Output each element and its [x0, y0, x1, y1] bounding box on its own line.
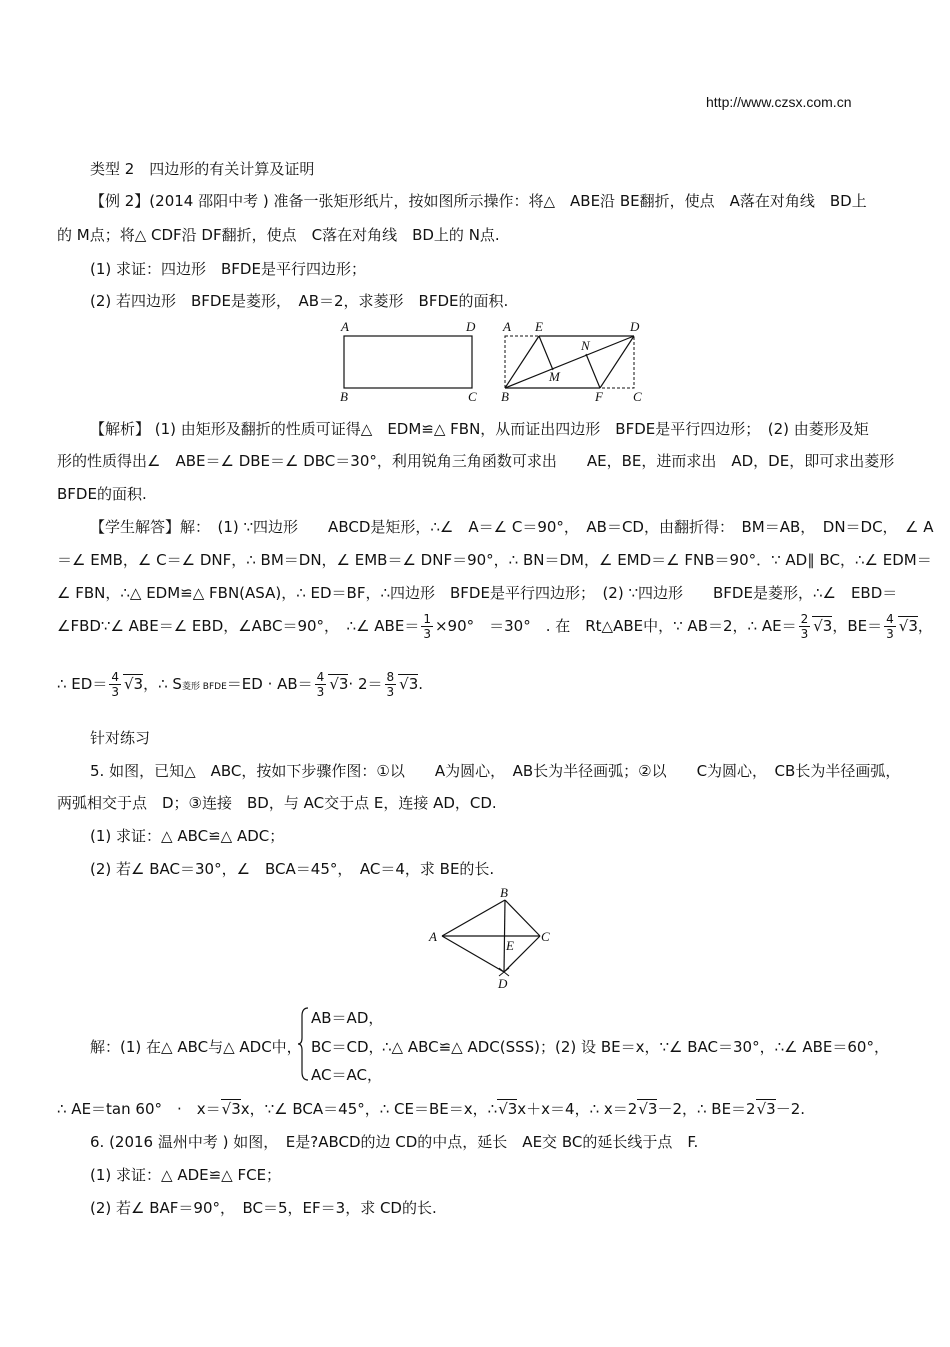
p5-solution-suffix: ∴△ ABC≌△ ADC(SSS)；(2) 设 BE＝x，∵∠ BAC＝30°，∴∠ ABE＝60°，	[382, 1038, 889, 1056]
fig1-label-d: D	[466, 319, 476, 334]
brace-line-2: BC＝CD，	[311, 1038, 384, 1056]
solution-line-5-b: ，∴ S	[143, 675, 182, 693]
sqrt-3: √ 3	[812, 616, 832, 635]
header-url: http://www.czsx.com.cn	[706, 94, 852, 110]
sqrt-3: √ 3	[497, 1099, 517, 1118]
solution-line-5-e: .	[418, 675, 424, 693]
p5-solution-line-2	[57, 1098, 805, 1119]
fig1b-label-f: F	[595, 389, 603, 404]
fig1b-label-m: M	[549, 369, 560, 384]
fig1b-label-n: N	[581, 338, 590, 353]
p5-line-1: 5. 如图，已知△ ABC，按如下步骤作图：①以 A为圆心， AB长为半径画弧；②以 C为圆心， CB长为半径画弧，	[90, 762, 901, 780]
fig1b-label-c: C	[633, 389, 642, 404]
p5-line2-c: x＋x＝4，∴ x＝2	[517, 1100, 638, 1118]
sqrt-3: √ 3	[398, 674, 418, 693]
rectangle-abcd	[344, 336, 472, 388]
fig1b-label-e: E	[535, 319, 543, 334]
fig1-label-c: C	[468, 389, 477, 404]
sqrt-3: √ 3	[221, 1099, 241, 1118]
fig1-label-b: B	[340, 389, 348, 404]
solution-line-5-a: ∴ ED＝	[57, 675, 108, 693]
fraction-two-thirds: $\frac{2}{3}$	[800, 612, 809, 641]
brace-line-3: AC＝AC，	[311, 1066, 382, 1084]
solution-line-4: ∠FBD∵∠ ABE＝∠ EBD，∠ABC＝90°， ∴∠ ABE＝ $\frac{1}{3}$ ×90° ＝30° . 在 Rt△ABE中，∵ AB＝2，∴ AE＝ $\frac{2}{3}$ √ 3，BE＝ $\frac{4}{3}$ √ 3，	[57, 612, 933, 641]
p5-line2-e: －2.	[775, 1100, 806, 1118]
solution-line-5	[57, 670, 423, 699]
solution-line-4-a: ∠FBD∵∠ ABE＝∠ EBD，∠ABC＝90°， ∴∠ ABE＝	[57, 617, 420, 635]
sqrt-3: √ 3	[898, 616, 918, 635]
fig2-label-a: A	[429, 929, 437, 944]
solution-line-2: ＝∠ EMB，∠ C＝∠ DNF，∴ BM＝DN，∠ EMB＝∠ DNF＝90°，∴ BN＝DM，∠ EMD＝∠ FNB＝90°．∵ AD∥ BC，∴∠ EDM＝	[57, 551, 932, 569]
p5-question-1: (1) 求证：△ ABC≌△ ADC；	[90, 827, 285, 845]
example-question-2: (2) 若四边形 BFDE是菱形， AB＝2，求菱形 BFDE的面积.	[90, 292, 509, 310]
p5-line2-d: －2，∴ BE＝2	[657, 1100, 756, 1118]
rectangle-fold-figure	[335, 318, 655, 404]
solution-line-1: 【学生解答】解： (1) ∵四边形 ABCD是矩形，∴∠ A＝∠ C＝90°， AB＝CD，由翻折得： BM＝AB， DN＝DC， ∠ A	[90, 518, 934, 536]
section-title: 类型 2 四边形的有关计算及证明	[90, 160, 315, 178]
solution-line-5-c: ＝ED · AB＝	[226, 675, 313, 693]
folded-rectangle-figure	[505, 336, 634, 388]
fig1b-label-d: D	[630, 319, 640, 334]
example-line-2: 的 M点；将△ CDF沿 DF翻折，使点 C落在对角线 BD上的 N点.	[57, 226, 500, 244]
analysis-line-3: BFDE的面积.	[57, 485, 147, 503]
fig1b-label-b: B	[501, 389, 509, 404]
solution-line-4-b: ×90° ＝30° . 在 Rt△ABE中，∵ AB＝2，∴ AE＝	[434, 617, 797, 635]
fraction-four-thirds: $\frac{4}{3}$	[316, 670, 325, 699]
fig2-label-e: E	[506, 938, 514, 953]
p5-line2-b: x，∵∠ BCA＝45°，∴ CE＝BE＝x，∴	[240, 1100, 498, 1118]
p6-question-2: (2) 若∠ BAF＝90°， BC＝5，EF＝3，求 CD的长.	[90, 1199, 437, 1217]
fraction-one-third: $\frac{1}{3}$	[423, 612, 431, 641]
fraction-eight-thirds: $\frac{8}{3}$	[386, 670, 395, 699]
sqrt-3: √ 3	[123, 674, 143, 693]
area-subscript: 菱形 BFDE	[181, 682, 227, 692]
analysis-line-1: 【解析】 (1) 由矩形及翻折的性质可证得△ EDM≌△ FBN，从而证出四边形 BFDE是平行四边形； (2) 由菱形及矩	[90, 420, 869, 438]
fig2-label-c: C	[541, 929, 550, 944]
example-line-1: 【例 2】(2014 邵阳中考 ) 准备一张矩形纸片，按如图所示操作：将△ ABE沿 BE翻折，使点 A落在对角线 BD上	[90, 192, 867, 210]
fig1-label-a: A	[341, 319, 349, 334]
brace-line-1: AB＝AD，	[311, 1009, 384, 1027]
p5-question-2: (2) 若∠ BAC＝30°，∠ BCA＝45°， AC＝4，求 BE的长.	[90, 860, 495, 878]
sqrt-3: √ 3	[756, 1099, 776, 1118]
fig2-label-d: D	[498, 976, 508, 991]
fraction-four-thirds: $\frac{4}{3}$	[111, 670, 119, 699]
p5-line-2: 两弧相交于点 D；③连接 BD，与 AC交于点 E，连接 AD，CD.	[57, 794, 497, 812]
fig1b-label-a: A	[503, 319, 511, 334]
p6-line-1: 6. (2016 温州中考 ) 如图， E是?ABCD的边 CD的中点，延长 AE交 BC的延长线于点 F.	[90, 1133, 699, 1151]
solution-line-4-c: ，BE＝	[832, 617, 883, 635]
sqrt-3: √ 3	[328, 674, 348, 693]
p5-line2-a: ∴ AE＝tan 60° · x＝	[57, 1100, 221, 1118]
solution-line-5-d: · 2＝	[348, 675, 383, 693]
example-question-1: (1) 求证：四边形 BFDE是平行四边形；	[90, 260, 366, 278]
fraction-four-thirds: $\frac{4}{3}$	[886, 612, 894, 641]
analysis-line-2: 形的性质得出∠ ABE＝∠ DBE＝∠ DBC＝30°，利用锐角三角函数可求出 AE，BE，进而求出 AD，DE，即可求出菱形	[57, 452, 895, 470]
kite-figure	[425, 884, 560, 994]
sqrt-3: √ 3	[637, 1099, 657, 1118]
brace-icon	[296, 1006, 310, 1082]
fig2-label-b: B	[500, 885, 508, 900]
p5-solution-prefix: 解：(1) 在△ ABC与△ ADC中，	[90, 1038, 302, 1056]
practice-title: 针对练习	[90, 729, 151, 747]
solution-line-3: ∠ FBN，∴△ EDM≌△ FBN(ASA)，∴ ED＝BF，∴四边形 BFDE是平行四边形； (2) ∵四边形 BFDE是菱形，∴∠ EBD＝	[57, 584, 898, 602]
p6-question-1: (1) 求证：△ ADE≌△ FCE；	[90, 1166, 282, 1184]
